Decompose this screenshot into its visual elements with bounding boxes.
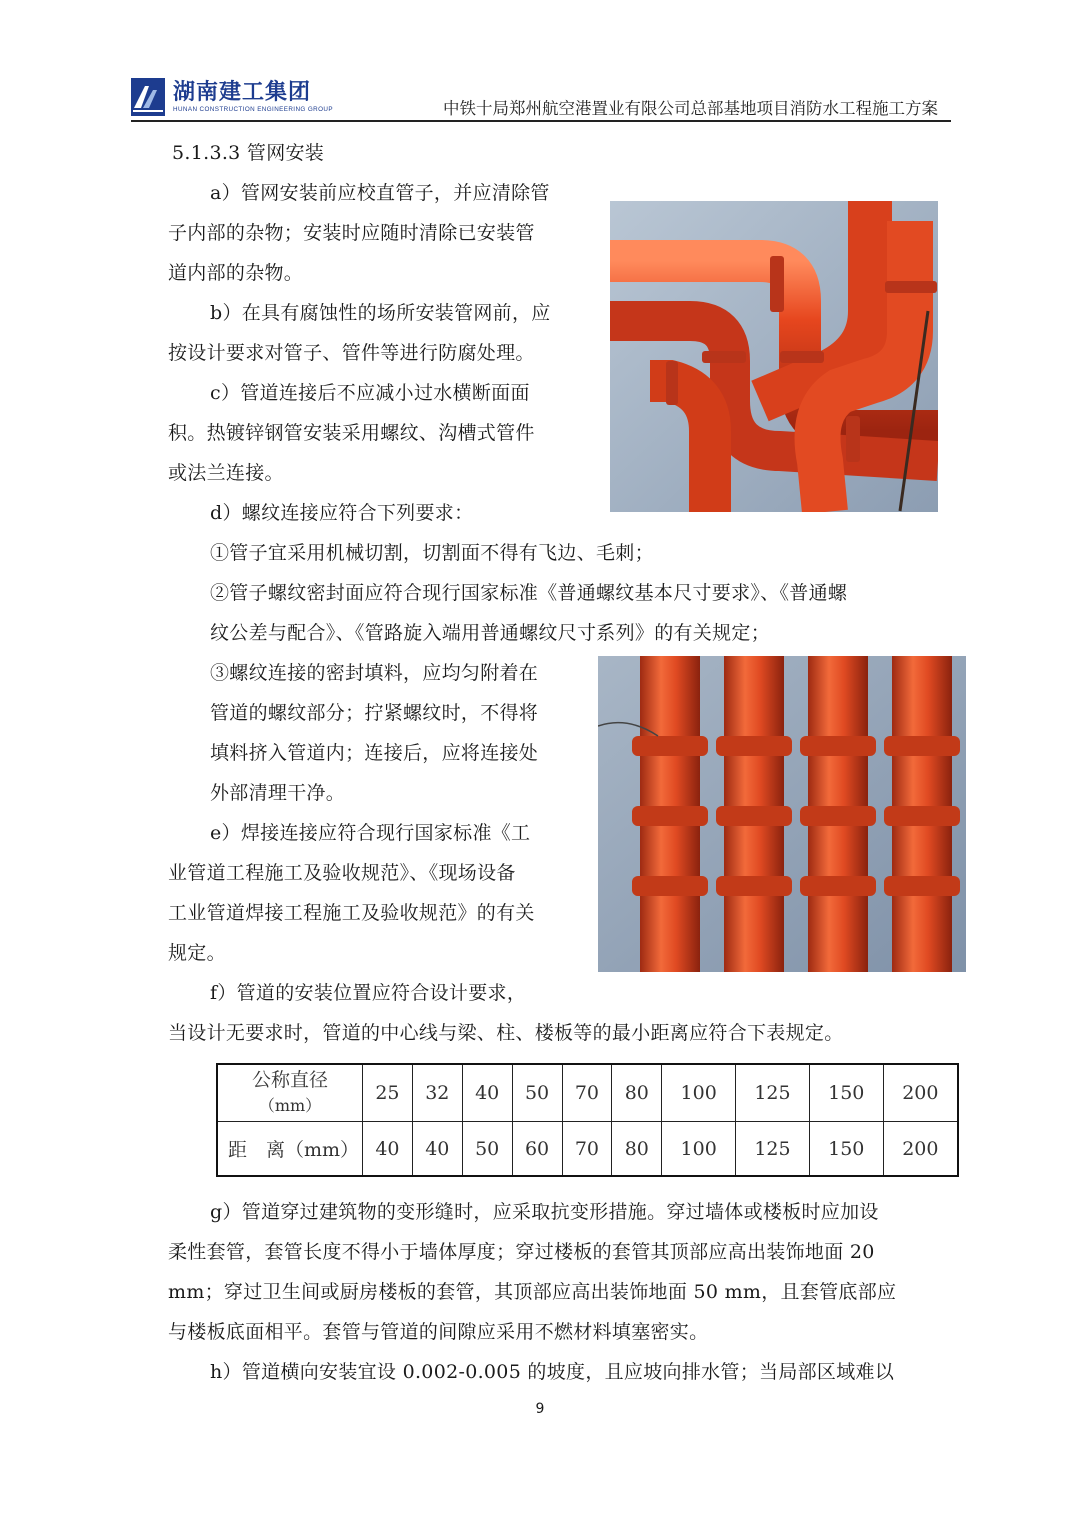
paragraph-line: 业管道工程施工及验收规范》、《现场设备 [168,862,516,884]
table-header-cell [217,1064,363,1122]
paragraph-line: 或法兰连接。 [168,462,284,484]
paragraph-line: 管道的螺纹部分；拧紧螺纹时，不得将 [210,702,539,724]
paragraph-line: 道内部的杂物。 [168,262,304,284]
table-cell: 25 [363,1064,413,1122]
paragraph-line: 填料挤入管道内；连接后，应将连接处 [210,742,539,764]
paragraph-line: c）管道连接后不应减小过水横断面面 [210,382,530,404]
table-cell: 40 [412,1122,462,1177]
table-row [217,1122,958,1177]
table-cell: 150 [809,1122,883,1177]
paragraph-line: 规定。 [168,942,226,964]
table-cell: 70 [562,1122,612,1177]
table-cell: 150 [809,1064,883,1122]
document-header-title: 中铁十局郑州航空港置业有限公司总部基地项目消防水工程施工方案 [443,99,938,118]
paragraph-line: ①管子宜采用机械切割，切割面不得有飞边、毛刺； [210,542,654,564]
table-row [217,1064,958,1122]
paragraph-line: 当设计无要求时，管道的中心线与梁、柱、楼板等的最小距离应符合下表规定。 [168,1022,844,1044]
paragraph-line: 外部清理干净。 [210,782,346,804]
section-title: 5.1.3.3 管网安装 [172,142,325,164]
table-cell: 100 [662,1122,736,1177]
paragraph-line: ③螺纹连接的密封填料，应均匀附着在 [210,662,539,684]
paragraph-line: d）螺纹连接应符合下列要求： [210,502,474,524]
table-cell: 40 [363,1122,413,1177]
paragraph-line: e）焊接连接应符合现行国家标准《工 [210,822,531,844]
paragraph-line: g）管道穿过建筑物的变形缝时，应采取抗变形措施。穿过墙体或楼板时应加设 [210,1201,879,1223]
table-cell: 80 [612,1122,662,1177]
table-cell: 32 [412,1064,462,1122]
paragraph-line: 柔性套管，套管长度不得小于墙体厚度；穿过楼板的套管其顶部应高出装饰地面 20 [168,1241,875,1263]
table-cell: 50 [462,1122,512,1177]
paragraph-line: 工业管道焊接工程施工及验收规范》的有关 [168,902,535,924]
logo-english-name: HUNAN CONSTRUCTION ENGINEERING GROUP [173,105,333,113]
paragraph-line: a）管网安装前应校直管子，并应清除管 [210,182,550,204]
logo-chinese-name: 湖南建工集团 [173,79,312,105]
paragraph-line: 子内部的杂物；安装时应随时清除已安装管 [168,222,535,244]
paragraph-line: 积。热镀锌钢管安装采用螺纹、沟槽式管件 [168,422,535,444]
company-logo [131,76,333,118]
table-cell: 125 [736,1122,810,1177]
table-cell: 50 [512,1064,562,1122]
paragraph-line: ②管子螺纹密封面应符合现行国家标准《普通螺纹基本尺寸要求》、《普通螺 [210,582,848,604]
logo-mark-icon [131,78,165,116]
table-cell: 100 [662,1064,736,1122]
pipe-distance-table [216,1063,959,1177]
table-cell: 40 [462,1064,512,1122]
table-header-line: （mm） [258,1096,322,1115]
paragraph-line: 与楼板底面相平。套管与管道的间隙应采用不燃材料填塞密实。 [168,1321,709,1343]
header-divider [131,120,951,122]
table-cell: 200 [883,1122,958,1177]
table-cell: 80 [612,1064,662,1122]
paragraph-line: mm；穿过卫生间或厨房楼板的套管，其顶部应高出装饰地面 50 mm，且套管底部应 [168,1281,897,1303]
paragraph-line: f）管道的安装位置应符合设计要求， [210,982,527,1004]
table-cell: 125 [736,1064,810,1122]
table-cell: 70 [562,1064,612,1122]
paragraph-line: 纹公差与配合》、《管路旋入端用普通螺纹尺寸系列》的有关规定； [210,622,771,644]
table-header-cell: 距 离（mm） [217,1122,363,1177]
paragraph-line: b）在具有腐蚀性的场所安装管网前，应 [210,302,551,324]
pipe-vertical-photo [598,656,966,972]
table-header-line: 公称直径 [251,1069,328,1091]
table-cell: 200 [883,1064,958,1122]
page-number: 9 [535,1401,545,1417]
paragraph-line: 按设计要求对管子、管件等进行防腐处理。 [168,342,535,364]
pipe-elbow-photo [610,201,938,512]
table-cell: 60 [512,1122,562,1177]
paragraph-line: h）管道横向安装宜设 0.002-0.005 的坡度，且应坡向排水管；当局部区域难以 [210,1361,895,1383]
